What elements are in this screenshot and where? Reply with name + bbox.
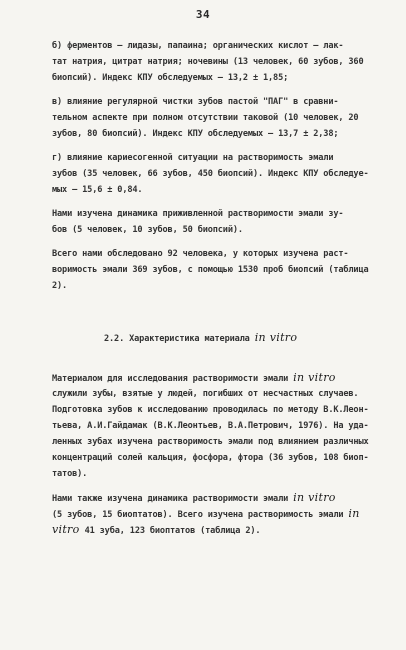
handwritten-annotation: in vitro: [254, 331, 298, 344]
text-line: г) влияние кариесогенной ситуации на растворимость эмали: [52, 153, 334, 163]
text-line: Подготовка зубов к исследованию проводилась по методу В.К.Леон-: [52, 405, 369, 415]
text-line: татов).: [52, 469, 88, 479]
text-line: Материалом для исследования растворимости эмали in vitro: [52, 371, 336, 384]
text-line: vitro 41 зуба, 123 биоптатов (таблица 2).: [52, 523, 261, 536]
text-line: в) влияние регулярной чистки зубов пастой "ПАГ" в сравни-: [52, 97, 339, 107]
handwritten-annotation: in vitro: [293, 371, 336, 384]
handwritten-annotation: vitro: [52, 523, 80, 536]
text-line: мых – 15,6 ± 0,84.: [52, 185, 143, 195]
text-line: зубов (35 человек, 66 зубов, 450 биопсий). Индекс КПУ обследуе-: [52, 169, 369, 179]
text-line: служили зубы, взятые у людей, погибших от несчастных случаев.: [52, 389, 359, 399]
text-line: 2).: [52, 281, 68, 291]
handwritten-annotation: in vitro: [293, 491, 336, 504]
text-line: концентраций солей кальция, фосфора, фтора (36 зубов, 108 биоп-: [52, 453, 369, 463]
text-line: бов (5 человек, 10 зубов, 50 биопсий).: [52, 225, 243, 235]
handwritten-annotation: in: [348, 507, 360, 520]
text-line: тьева, А.И.Гайдамак (В.К.Леонтьев, В.А.Петрович, 1976). На уда-: [52, 421, 369, 431]
text-line: (5 зубов, 15 биоптатов). Всего изучена растворимость эмали in: [52, 507, 360, 520]
text-line: зубов, 80 биопсий). Индекс КПУ обследуемых – 13,7 ± 2,38;: [52, 129, 339, 139]
text-line: б) ферментов – лидазы, папаина; органических кислот – лак-: [52, 41, 344, 51]
text-line: ленных зубах изучена растворимость эмали под влиянием различных: [52, 437, 369, 447]
page-number: 34: [195, 8, 211, 21]
text-line: Всего нами обследовано 92 человека, у которых изучена раст-: [52, 249, 349, 259]
text-line: тельном аспекте при полном отсутствии таковой (10 человек, 20: [52, 113, 359, 123]
section-heading: 2.2. Характеристика материала in vitro: [104, 331, 298, 344]
text-line: тат натрия, цитрат натрия; ночевины (13 человек, 60 зубов, 360: [52, 57, 364, 67]
text-line: воримость эмали 369 зубов, с помощью 1530 проб биопсий (таблица: [52, 265, 369, 275]
text-line: Нами также изучена динамика растворимости эмали in vitro: [52, 491, 336, 504]
text-line: Нами изучена динамика приживленной растворимости эмали зу-: [52, 209, 344, 219]
text-line: биопсий). Индекс КПУ обследуемых – 13,2 ± 1,85;: [52, 73, 289, 83]
